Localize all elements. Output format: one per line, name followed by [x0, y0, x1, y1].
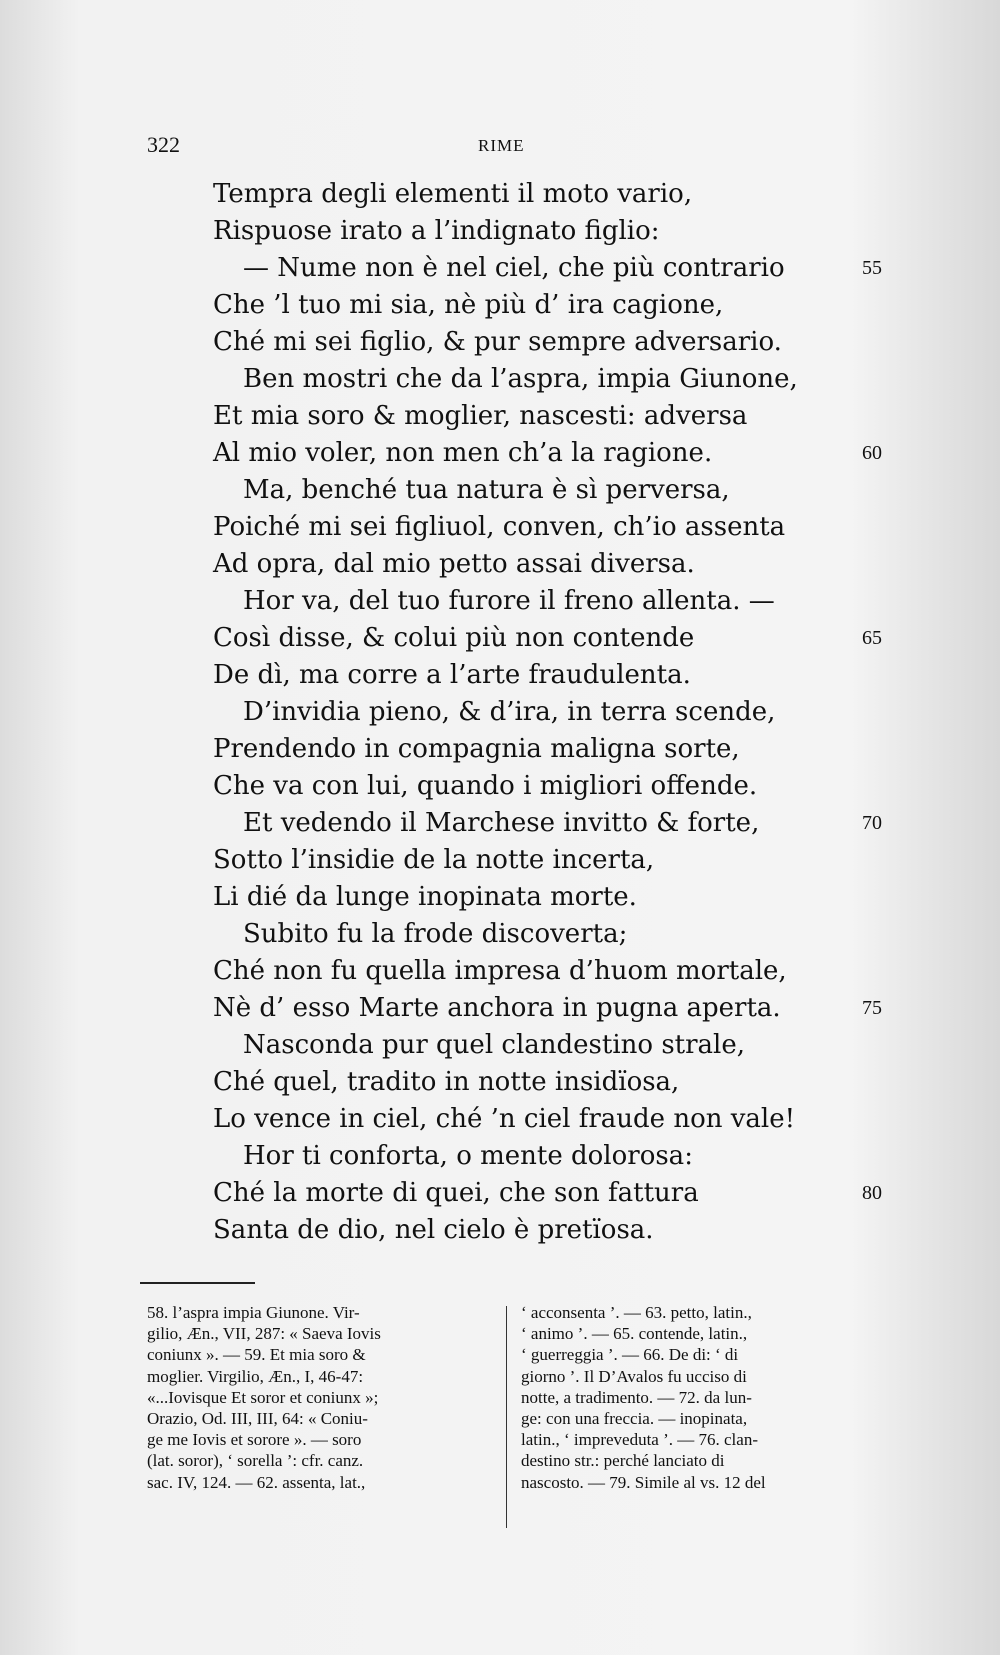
verse-line [0, 1138, 1000, 1175]
verse-text: Nè d’ esso Marte anchora in pugna aperta. [213, 993, 781, 1023]
footnote-line: coniunx ». — 59. Et mia soro & [147, 1345, 366, 1365]
verse-text: Che ’l tuo mi sia, nè più d’ ira cagione, [213, 290, 724, 320]
verse-text: Ma, benché tua natura è sì perversa, [243, 475, 730, 505]
footnote-line: ‘ animo ’. — 65. contende, latin., [521, 1324, 748, 1344]
verse-line [0, 1175, 1000, 1212]
line-number: 65 [862, 627, 882, 649]
footnote-line: gilio, Æn., VII, 287: « Saeva Iovis [147, 1324, 381, 1344]
verse-line [0, 287, 1000, 324]
verse-line [0, 768, 1000, 805]
verse-line [0, 657, 1000, 694]
verse-line [0, 546, 1000, 583]
verse-line [0, 879, 1000, 916]
line-number: 75 [862, 997, 882, 1019]
footnote-line: 58. l’aspra impia Giunone. Vir- [147, 1303, 360, 1322]
footnote-line: ge me Iovis et sorore ». — soro [147, 1430, 362, 1450]
footnote-rule [140, 1282, 255, 1284]
verse-line [0, 805, 1000, 842]
verse-text: Ché quel, tradito in notte insidïosa, [213, 1067, 680, 1097]
verse-text: Che va con lui, quando i migliori offende. [213, 771, 758, 801]
verse-text: Lo vence in ciel, ché ’n ciel fraude non vale! [213, 1104, 796, 1134]
footnote-line: sac. IV, 124. — 62. assenta, lat., [147, 1472, 366, 1492]
line-number: 60 [862, 442, 882, 464]
verse-text: — Nume non è nel ciel, che più contrario [243, 253, 785, 283]
verse-line [0, 1212, 1000, 1249]
footnote-line: ge: con una freccia. — inopinata, [521, 1408, 748, 1428]
verse-text: Et mia soro & moglier, nascesti: adversa [213, 401, 748, 431]
footnote-line: giorno ’. Il D’Avalos fu ucciso di [521, 1366, 747, 1386]
verse-text: Rispuose irato a l’indignato figlio: [213, 216, 660, 246]
verse-line [0, 1064, 1000, 1101]
footnotes-left-column [147, 1302, 490, 1493]
verse-text: Tempra degli elementi il moto vario, [213, 179, 693, 209]
footnote-line: nascosto. — 79. Simile al vs. 12 del [521, 1472, 766, 1492]
poem-verses [0, 176, 1000, 1249]
verse-text: De dì, ma corre a l’arte fraudulenta. [213, 660, 691, 690]
verse-line [0, 1101, 1000, 1138]
page-header [0, 132, 1000, 162]
footnote-line: ‘ guerreggia ’. — 66. De di: ‘ di [521, 1345, 739, 1365]
verse-text: Prendendo in compagnia maligna sorte, [213, 734, 740, 764]
footnote-line: latin., ‘ impreveduta ’. — 76. clan- [521, 1430, 758, 1450]
verse-text: Hor va, del tuo furore il freno allenta. — [243, 586, 775, 616]
verse-text: Ben mostri che da l’aspra, impia Giunone, [243, 364, 798, 394]
verse-text: Santa de dio, nel cielo è pretïosa. [213, 1215, 654, 1245]
footnote-line: moglier. Virgilio, Æn., I, 46-47: [147, 1366, 364, 1386]
verse-text: Ché non fu quella impresa d’huom mortale, [213, 956, 787, 986]
line-number: 55 [862, 257, 882, 279]
column-divider [506, 1306, 507, 1528]
footnotes-right-column [521, 1302, 895, 1493]
footnote-line: destino str.: perché lanciato di [521, 1451, 725, 1471]
verse-line [0, 324, 1000, 361]
verse-text: Al mio voler, non men ch’a la ragione. [213, 438, 713, 468]
verse-text: Hor ti conforta, o mente dolorosa: [243, 1141, 693, 1171]
page-number: 322 [147, 132, 180, 157]
verse-line [0, 842, 1000, 879]
verse-line [0, 176, 1000, 213]
verse-line [0, 250, 1000, 287]
verse-line [0, 620, 1000, 657]
verse-text: Li dié da lunge inopinata morte. [213, 882, 637, 912]
verse-text: Poiché mi sei figliuol, conven, ch’io assenta [213, 512, 786, 542]
footnote-line: (lat. soror), ‘ sorella ’: cfr. canz. [147, 1451, 364, 1471]
verse-text: Sotto l’insidie de la notte incerta, [213, 845, 655, 875]
verse-line [0, 509, 1000, 546]
line-number: 80 [862, 1182, 882, 1204]
verse-line [0, 916, 1000, 953]
verse-text: Subito fu la frode discoverta; [243, 919, 628, 949]
verse-line [0, 694, 1000, 731]
verse-line [0, 398, 1000, 435]
verse-line [0, 435, 1000, 472]
verse-line [0, 472, 1000, 509]
verse-line [0, 361, 1000, 398]
footnote-line: notte, a tradimento. — 72. da lun- [521, 1387, 752, 1407]
running-title: RIME [478, 136, 525, 155]
verse-line [0, 213, 1000, 250]
verse-text: Ché la morte di quei, che son fattura [213, 1178, 699, 1208]
verse-line [0, 990, 1000, 1027]
verse-line [0, 731, 1000, 768]
verse-text: Ché mi sei figlio, & pur sempre adversario. [213, 327, 782, 357]
verse-line [0, 1027, 1000, 1064]
footnote-line: «...Iovisque Et soror et coniunx »; [147, 1387, 379, 1407]
verse-text: D’invidia pieno, & d’ira, in terra scende, [243, 697, 776, 727]
verse-text: Et vedendo il Marchese invitto & forte, [243, 808, 760, 838]
verse-line [0, 583, 1000, 620]
verse-line [0, 953, 1000, 990]
verse-text: Ad opra, dal mio petto assai diversa. [213, 549, 695, 579]
verse-text: Così disse, & colui più non contende [213, 623, 695, 653]
verse-text: Nasconda pur quel clandestino strale, [243, 1030, 746, 1060]
footnotes [0, 1302, 1000, 1532]
footnote-line: ‘ acconsenta ’. — 63. petto, latin., [521, 1303, 752, 1322]
line-number: 70 [862, 812, 882, 834]
footnote-line: Orazio, Od. III, III, 64: « Coniu- [147, 1408, 368, 1428]
